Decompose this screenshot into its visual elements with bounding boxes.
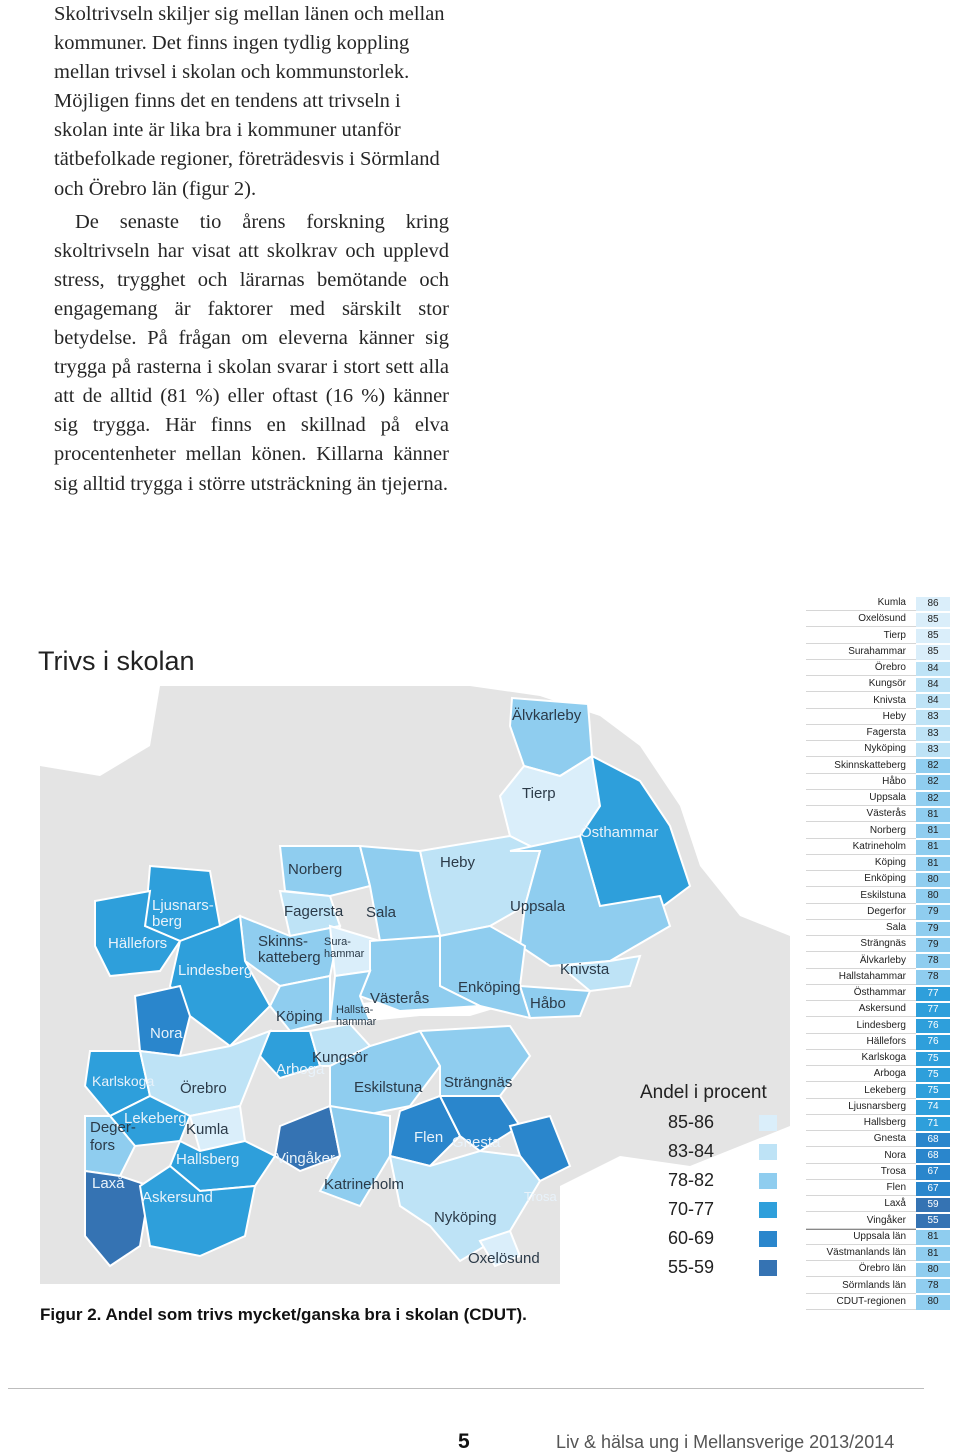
- ranking-name: Katrineholm: [806, 840, 916, 855]
- ranking-name: Vingåker: [806, 1214, 916, 1229]
- ranking-row: [806, 905, 960, 921]
- ranking-row: [806, 872, 960, 888]
- map-title: Trivs i skolan: [38, 646, 195, 676]
- ranking-name: Lindesberg: [806, 1019, 916, 1034]
- legend-swatch: [759, 1115, 777, 1131]
- ranking-name: Sörmlands län: [806, 1279, 916, 1294]
- ranking-row: [806, 1262, 960, 1278]
- ranking-name: Knivsta: [806, 694, 916, 709]
- ranking-name: Heby: [806, 710, 916, 725]
- ranking-name: Uppsala län: [806, 1229, 916, 1245]
- ranking-value: 86: [916, 597, 950, 611]
- ranking-row: [806, 726, 960, 742]
- legend-title: Andel i procent: [640, 1082, 767, 1103]
- ranking-value: 81: [916, 857, 950, 871]
- label-norberg: Norberg: [288, 861, 343, 878]
- label-hallstahammar: Hallsta- hammar: [336, 1004, 377, 1028]
- ranking-name: Askersund: [806, 1002, 916, 1017]
- ranking-row: [806, 970, 960, 986]
- ranking-value: 83: [916, 710, 950, 724]
- ranking-value: 68: [916, 1133, 950, 1147]
- legend-swatch: [759, 1173, 777, 1189]
- ranking-value: 79: [916, 922, 950, 936]
- ranking-table: [806, 596, 960, 1311]
- ranking-value: 80: [916, 1295, 950, 1309]
- legend-item: [640, 1108, 777, 1137]
- ranking-name: Lekeberg: [806, 1084, 916, 1099]
- ranking-row: [806, 1214, 960, 1230]
- ranking-row: [806, 1067, 960, 1083]
- ranking-value: 82: [916, 792, 950, 806]
- label-fagersta: Fagersta: [284, 903, 344, 920]
- page-number: 5: [458, 1430, 470, 1453]
- body-text: [54, 0, 449, 499]
- running-title: Liv & hälsa ung i Mellansverige 2013/2014: [556, 1432, 895, 1452]
- ranking-row: [806, 1165, 960, 1181]
- label-tierp: Tierp: [522, 785, 556, 802]
- label-arboga: Arboga: [276, 1061, 325, 1078]
- ranking-name: Västmanlands län: [806, 1246, 916, 1261]
- ranking-name: Norberg: [806, 824, 916, 839]
- ranking-name: Hällefors: [806, 1035, 916, 1050]
- ranking-value: 82: [916, 775, 950, 789]
- legend-range: 55-59: [668, 1257, 715, 1277]
- legend-swatch: [759, 1202, 777, 1218]
- ranking-value: 83: [916, 743, 950, 757]
- label-alvkarleby: Älvkarleby: [512, 707, 582, 724]
- ranking-value: 81: [916, 840, 950, 854]
- legend-swatch: [759, 1231, 777, 1247]
- ranking-name: Hallsberg: [806, 1116, 916, 1131]
- ranking-row: [806, 807, 960, 823]
- ranking-row: [806, 889, 960, 905]
- ranking-row: [806, 856, 960, 872]
- ranking-row: [806, 1116, 960, 1132]
- ranking-value: 78: [916, 1279, 950, 1293]
- ranking-name: Älvkarleby: [806, 954, 916, 969]
- map-legend: [640, 1082, 777, 1282]
- ranking-value: 74: [916, 1100, 950, 1114]
- ranking-row: [806, 677, 960, 693]
- ranking-value: 85: [916, 645, 950, 659]
- ranking-row: [806, 954, 960, 970]
- ranking-name: Hallstahammar: [806, 970, 916, 985]
- ranking-row: [806, 1035, 960, 1051]
- ranking-row: [806, 937, 960, 953]
- ranking-row: [806, 1019, 960, 1035]
- ranking-row: [806, 596, 960, 612]
- ranking-row: [806, 1197, 960, 1213]
- ranking-value: 78: [916, 954, 950, 968]
- footer-divider: [8, 1388, 924, 1389]
- ranking-name: Enköping: [806, 872, 916, 887]
- ranking-row: [806, 1132, 960, 1148]
- ranking-row: [806, 612, 960, 628]
- ranking-row: [806, 1295, 960, 1311]
- ranking-row: [806, 1230, 960, 1246]
- ranking-row: [806, 791, 960, 807]
- label-heby: Heby: [440, 854, 476, 871]
- label-enkoping: Enköping: [458, 979, 521, 996]
- label-lekeberg: Lekeberg: [124, 1110, 187, 1127]
- ranking-name: Surahammar: [806, 645, 916, 660]
- legend-item: [640, 1195, 777, 1224]
- ranking-name: Örebro län: [806, 1262, 916, 1277]
- ranking-value: 82: [916, 759, 950, 773]
- ranking-row: [806, 824, 960, 840]
- ranking-value: 77: [916, 1003, 950, 1017]
- label-askersund: Askersund: [142, 1189, 213, 1206]
- legend-swatch: [759, 1260, 777, 1276]
- legend-range: 78-82: [668, 1170, 715, 1190]
- ranking-name: Strängnäs: [806, 937, 916, 952]
- label-vasteras: Västerås: [370, 990, 430, 1007]
- ranking-name: Håbo: [806, 775, 916, 790]
- ranking-value: 81: [916, 1247, 950, 1261]
- ranking-name: Nyköping: [806, 742, 916, 757]
- legend-range: 83-84: [668, 1141, 715, 1161]
- ranking-value: 77: [916, 987, 950, 1001]
- ranking-name: Eskilstuna: [806, 889, 916, 904]
- ranking-row: [806, 775, 960, 791]
- label-karlskoga: Karlskoga: [92, 1073, 155, 1089]
- ranking-value: 84: [916, 694, 950, 708]
- ranking-value: 75: [916, 1084, 950, 1098]
- ranking-row: [806, 921, 960, 937]
- label-nykoping: Nyköping: [434, 1209, 497, 1226]
- ranking-value: 81: [916, 1230, 950, 1244]
- legend-item: [640, 1224, 777, 1253]
- ranking-name: CDUT-regionen: [806, 1295, 916, 1310]
- legend-range: 70-77: [668, 1199, 715, 1219]
- ranking-value: 59: [916, 1198, 950, 1212]
- ranking-value: 67: [916, 1182, 950, 1196]
- paragraph-1: Skoltrivseln skiljer sig mellan länen och mellan kommuner. Det finns ingen tydlig koppling mellan trivsel i skolan och kommunstorlek. Möjligen finns det en tendens att trivseln i skolan inte är lika bra i kommuner utanför tätbefolkade regioner, företrädesvis i Sörmland och Örebro län (figur 2).: [54, 3, 445, 200]
- ranking-value: 75: [916, 1068, 950, 1082]
- ranking-value: 67: [916, 1165, 950, 1179]
- legend-range: 60-69: [668, 1228, 715, 1248]
- label-surahammar: Sura- hammar: [324, 936, 365, 960]
- label-laxa: Laxå: [92, 1175, 125, 1192]
- ranking-row: [806, 1279, 960, 1295]
- ranking-value: 76: [916, 1019, 950, 1033]
- ranking-name: Oxelösund: [806, 612, 916, 627]
- figure-caption: Figur 2. Andel som trivs mycket/ganska bra i skolan (CDUT).: [40, 1305, 527, 1324]
- ranking-value: 79: [916, 905, 950, 919]
- label-strangnas: Strängnäs: [444, 1074, 513, 1091]
- label-sala: Sala: [366, 904, 397, 921]
- ranking-name: Uppsala: [806, 791, 916, 806]
- label-hallefors: Hällefors: [108, 935, 168, 952]
- label-knivsta: Knivsta: [560, 961, 610, 978]
- ranking-row: [806, 1246, 960, 1262]
- ranking-name: Trosa: [806, 1165, 916, 1180]
- legend-swatch: [759, 1144, 777, 1160]
- label-vingaker: Vingåker: [276, 1150, 335, 1167]
- label-koping: Köping: [276, 1008, 323, 1025]
- label-osthammar: Östhammar: [580, 824, 659, 841]
- ranking-value: 80: [916, 1263, 950, 1277]
- ranking-name: Kumla: [806, 596, 916, 611]
- ranking-name: Skinnskatteberg: [806, 759, 916, 774]
- label-oxelosund: Oxelösund: [468, 1250, 540, 1267]
- ranking-value: 55: [916, 1214, 950, 1228]
- ranking-name: Nora: [806, 1149, 916, 1164]
- ranking-value: 76: [916, 1035, 950, 1049]
- ranking-value: 68: [916, 1149, 950, 1163]
- ranking-value: 75: [916, 1052, 950, 1066]
- ranking-row: [806, 1149, 960, 1165]
- ranking-name: Karlskoga: [806, 1051, 916, 1066]
- ranking-row: [806, 710, 960, 726]
- label-flen: Flen: [414, 1129, 444, 1146]
- ranking-row: [806, 661, 960, 677]
- ranking-value: 80: [916, 889, 950, 903]
- ranking-name: Sala: [806, 921, 916, 936]
- label-eskilstuna: Eskilstuna: [354, 1079, 423, 1096]
- label-kumla: Kumla: [186, 1121, 229, 1138]
- ranking-row: [806, 759, 960, 775]
- label-habo: Håbo: [530, 995, 566, 1012]
- ranking-value: 78: [916, 970, 950, 984]
- ranking-value: 81: [916, 824, 950, 838]
- ranking-name: Arboga: [806, 1067, 916, 1082]
- ranking-value: 81: [916, 808, 950, 822]
- label-lindesberg: Lindesberg: [178, 962, 253, 979]
- legend-item: [640, 1166, 777, 1195]
- ranking-row: [806, 986, 960, 1002]
- ranking-name: Örebro: [806, 661, 916, 676]
- label-skinnskatteberg: Skinns- katteberg: [258, 933, 321, 966]
- ranking-name: Gnesta: [806, 1132, 916, 1147]
- ranking-value: 83: [916, 727, 950, 741]
- label-uppsala: Uppsala: [510, 898, 566, 915]
- ranking-row: [806, 840, 960, 856]
- ranking-value: 84: [916, 662, 950, 676]
- ranking-value: 71: [916, 1117, 950, 1131]
- ranking-row: [806, 1051, 960, 1067]
- ranking-name: Flen: [806, 1181, 916, 1196]
- ranking-row: [806, 1002, 960, 1018]
- ranking-value: 85: [916, 629, 950, 643]
- ranking-name: Tierp: [806, 629, 916, 644]
- label-katrineholm: Katrineholm: [324, 1176, 405, 1193]
- ranking-name: Köping: [806, 856, 916, 871]
- legend-range: 85-86: [668, 1112, 715, 1132]
- ranking-row: [806, 694, 960, 710]
- paragraph-2: De senaste tio årens forskning kring skoltrivseln har visat att skolkrav och upplevd stress, trygghet och lärarnas bemötande och engagemang är faktorer med särskilt stor betydelse. På frågan om eleverna känner sig trygga på rasterna i skolan svarar i stort sett alla att de alltid (81 %) eller oftast (16 %) känner sig trygga. Här finns en skillnad på elva procentenheter mellan könen. Killarna känner sig alltid trygga i större utsträckning än tjejerna.: [54, 210, 449, 495]
- label-kungsor: Kungsör: [312, 1049, 368, 1066]
- ranking-name: Laxå: [806, 1197, 916, 1212]
- ranking-value: 85: [916, 613, 950, 627]
- ranking-name: Fagersta: [806, 726, 916, 741]
- label-hallsberg: Hallsberg: [176, 1151, 240, 1168]
- ranking-row: [806, 629, 960, 645]
- legend-rows: [640, 1108, 777, 1282]
- label-trosa: Trosa: [524, 1189, 557, 1204]
- label-orebro: Örebro: [180, 1080, 227, 1097]
- ranking-row: [806, 1084, 960, 1100]
- label-degerfors: Deger- fors: [90, 1119, 136, 1154]
- label-nora: Nora: [150, 1025, 183, 1042]
- label-gnesta: Gnesta: [452, 1134, 501, 1151]
- label-ljusnarsberg: Ljusnars- berg: [152, 897, 214, 930]
- ranking-name: Kungsör: [806, 677, 916, 692]
- legend-item: [640, 1253, 777, 1282]
- ranking-name: Östhammar: [806, 986, 916, 1001]
- ranking-name: Ljusnarsberg: [806, 1100, 916, 1115]
- ranking-row: [806, 645, 960, 661]
- ranking-name: Västerås: [806, 807, 916, 822]
- region-nora: [135, 986, 190, 1056]
- ranking-value: 80: [916, 873, 950, 887]
- ranking-value: 79: [916, 938, 950, 952]
- ranking-name: Degerfor: [806, 905, 916, 920]
- ranking-row: [806, 742, 960, 758]
- legend-item: [640, 1137, 777, 1166]
- ranking-row: [806, 1100, 960, 1116]
- ranking-value: 84: [916, 678, 950, 692]
- ranking-row: [806, 1181, 960, 1197]
